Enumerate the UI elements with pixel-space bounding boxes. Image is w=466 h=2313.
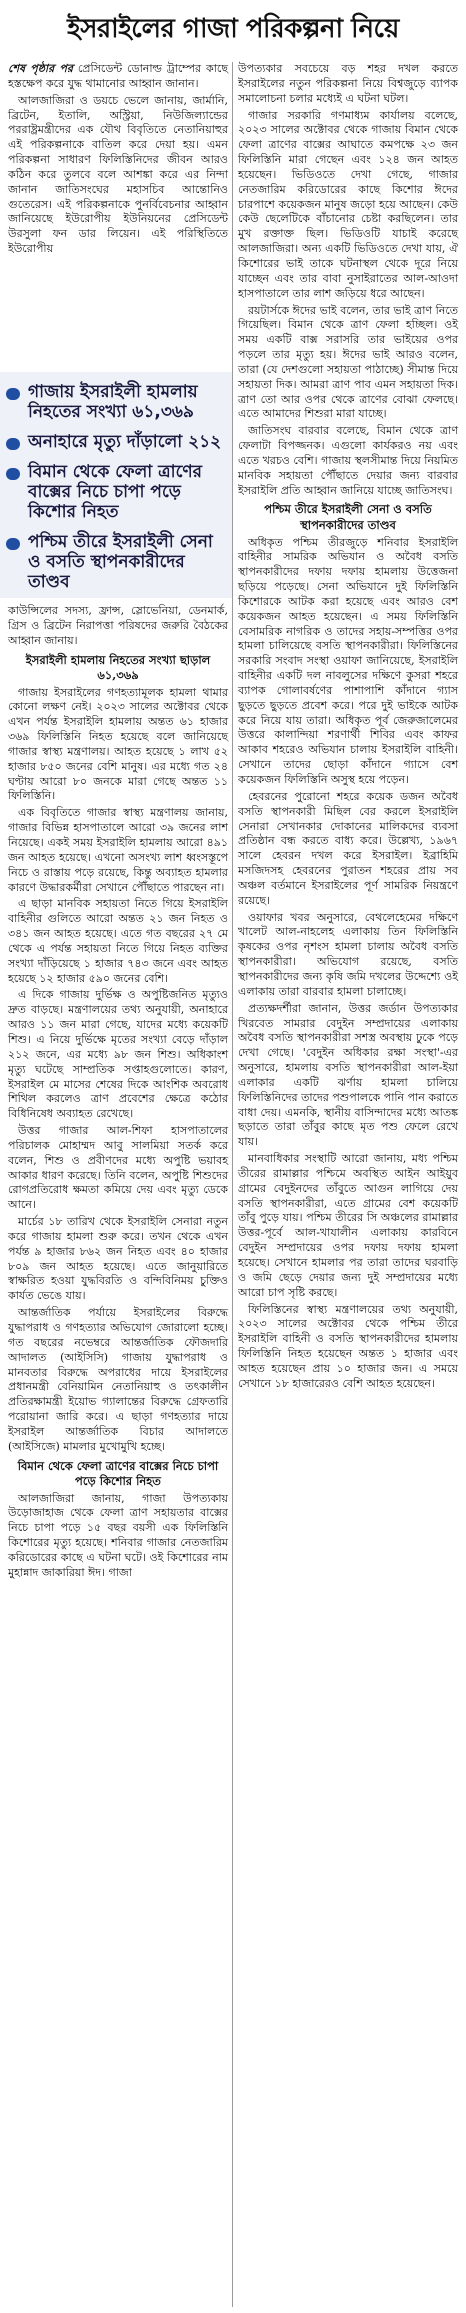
highlight-text: পশ্চিম তীরে ইসরাইলী সেনা ও বসতি স্থাপনকারীদের তাণ্ডব <box>28 532 213 593</box>
bullet-icon <box>6 438 20 450</box>
continuation-label: শেষ পৃষ্ঠার পর <box>8 62 73 75</box>
article-paragraph: আলজাজিরা জানায়, গাজা উপত্যকায় উড়োজাহাজ থেকে ফেলা ত্রাণ সহায়তার বাক্সের নিচে চাপা পড়ে ১৫ বছর বয়সী এক ফিলিস্তিনি কিশোরের মৃত্যু হয়েছে। শনিবার গাজার নেতজারিম করিডোরের কাছে এ ঘটনা ঘটে। ওই কিশোরের নাম মুহান্নাদ জাকারিয়া ঈদ। গাজা <box>8 1491 228 1579</box>
article-paragraph: কাউন্সিলের সদস্য, ফ্রান্স, স্লোভেনিয়া, ডেনমার্ক, গ্রিস ও ব্রিটেন নিরাপত্তা পরিষদের জরুরি বৈঠকের আহ্বান জানায়। <box>8 604 228 647</box>
article-paragraph: রয়টার্সকে ঈদের ভাই বলেন, তার ভাই ত্রাণ নিতে গিয়েছিল। বিমান থেকে ত্রাণ ফেলা হচ্ছিল। ওই সময় একটি বাক্স সরাসরি তার ভাইয়ের ওপর পড়লে তার মৃত্যু হয়। ঈদের ভাই আরও বলেন, তারা (যে দেশগুলো সহায়তা পাঠাচ্ছে) সীমান্ত দিয়ে সহায়তা দিক। আমরা ত্রাণ পাব এমন সহায়তা দিক। ত্রাণ তো আর ওপর থেকে ত্রাণের বোঝা ফেলছে। এতে আমাদের শিশুরা মারা যাচ্ছে। <box>238 303 458 421</box>
article-paragraph: হেবরনের পুরোনো শহরে কয়েক ডজন অবৈধ বসতি স্থাপনকারী মিছিল বের করলে ইসরাইলি সেনারা সেখানকার দোকানের মালিকদের ব্যবসা প্রতিষ্ঠান বন্ধ করতে বাধ্য করে। উল্লেখ্য, ১৯৬৭ সালে হেবরন দখল করে ইসরাইল। ইব্রাহিমি মসজিদসহ হেবরনের পুরাতন শহরের প্রায় সব অঞ্চল বর্তমানে ইসরাইলের পূর্ণ সামরিক নিয়ন্ত্রণে রয়েছে। <box>238 789 458 907</box>
article-paragraph: প্রত্যক্ষদর্শীরা জানান, উত্তর জর্ডান উপত্যকার খিরবেত সামরার বেদুইন সম্প্রদায়ের এলাকায় অবৈধ বসতি স্থাপনকারীরা সশস্ত্র অবস্থায় ঢুকে পড়ে দেখা গেছে। 'বেদুইন অধিকার রক্ষা সংস্থা'-এর অনুসারে, হামলায় বসতি স্থাপনকারীরা আল-ইয়া এলাকার একটি ঝর্ণায় হামলা চালিয়ে ফিলিস্তিনিদের তাদের পশুপালকে পানি পান করাতে বাধা দেয়। এমনকি, স্থানীয় বাসিন্দাদের মধ্যে আতঙ্ক ছড়াতে তারা তাঁবুর কাছে মৃত পশু ফেলে রেখে যায়। <box>238 1001 458 1149</box>
article-paragraph: ওয়াফার খবর অনুসারে, বেথলেহেমের দক্ষিণে খালেট আল-নাহলেহ এলাকায় তিন ফিলিস্তিনি কৃষকের ওপর নৃশংস হামলা চালায় অবৈধ বসতি স্থাপনকারীরা। অভিযোগ রয়েছে, বসতি স্থাপনকারীদের জন্য কৃষি জমি দখলের উদ্দেশ্যে ওই এলাকায় তারা বারবার হামলা চালাচ্ছে। <box>238 910 458 998</box>
right-column <box>238 62 458 1394</box>
article-paragraph: আন্তর্জাতিক পর্যায়ে ইসরাইলের বিরুদ্ধে যুদ্ধাপরাধ ও গণহত্যার অভিযোগ জোরালো হচ্ছে। গত বছরের নভেম্বরে আন্তর্জাতিক ফৌজদারি আদালত (আইসিসি) গাজায় যুদ্ধাপরাধ ও মানবতার বিরুদ্ধে অপরাধের দায়ে ইসরাইলের প্রধানমন্ত্রী বেনিয়ামিন নেতানিয়াহু ও তৎকালীন প্রতিরক্ষামন্ত্রী ইয়োভ গ্যালান্তের বিরুদ্ধে গ্রেফতারি পরোয়ানা জারি করে। এ ছাড়া গণহত্যার দায়ে ইসরাইল আন্তর্জাতিক বিচার আদালতে (আইসিজে) মামলার মুখোমুখি হচ্ছে। <box>8 1306 228 1453</box>
article-paragraph: গাজায় ইসরাইলের গণহত্যামূলক হামলা থামার কোনো লক্ষণ নেই। ২০২৩ সালের অক্টোবর থেকে এখন পর্যন্ত ইসরাইলি হামলায় অন্তত ৬১ হাজার ৩৬৯ ফিলিস্তিনি নিহত হয়েছে বলে জানিয়েছে গাজার স্বাস্থ্য মন্ত্রণালয়। আহত হয়েছে ১ লাখ ৫২ হাজার ৮৫০ জনের বেশি মানুষ। এর মধ্যে গত ২৪ ঘণ্টায় আরো ৮০ জনকে মারা গেছে অন্তত ১১ ফিলিস্তিনি। <box>8 685 228 803</box>
article-paragraph: মার্চের ১৮ তারিখ থেকে ইসরাইলি সেনারা নতুন করে গাজায় হামলা শুরু করে। তখন থেকে এখন পর্যন্ত ৯ হাজার ৮৬২ জন নিহত এবং ৪০ হাজার ৮০৯ জন আহত হয়েছে। এতে জানুয়ারিতে স্বাক্ষরিত হওয়া যুদ্ধবিরতি ও বন্দিবিনিময় চুক্তিও কার্যত ভেঙে যায়। <box>8 1215 228 1303</box>
section-subhead: ইসরাইলী হামলায় নিহতের সংখ্যা ছাড়াল ৬১,৩৬৯ <box>25 652 211 683</box>
bullet-icon <box>6 468 20 480</box>
article-paragraph: অধিকৃত পশ্চিম তীরজুড়ে শনিবার ইসরাইলি বাহিনীর সামরিক অভিযান ও অবৈধ বসতি স্থাপনকারীদের দফায় দফায় হামলায় উত্তেজনা ছড়িয়ে পড়েছে। সেনা অভিযানে দুই ফিলিস্তিনি কিশোরকে আটক করা হয়েছে এবং আরও বেশ কয়েকজন আহত হয়েছেন। এ সময় ফিলিস্তিনি বেসামরিক নাগরিক ও তাদের সহায়-সম্পত্তির ওপর হামলা চালিয়েছে বসতি স্থাপনকারীরা। ফিলিস্তিনের সরকারি সংবাদ সংস্থা ওয়াফা জানিয়েছে, ইসরাইলি বাহিনীর একটি দল নাবলুসের দক্ষিণে কুসরা শহরে ব্যাপক গোলাবর্ষণের পাশাপাশি কাঁদানে গ্যাস ছুড়তে ছুড়তে প্রবেশ করে। পরে দুই ভাইকে আটক করে নিয়ে যায় তারা। অধিকৃত পূর্ব জেরুজালেমের উত্তরে কালান্দিয়া শরণার্থী শিবির এবং কাফর আকাব শহরেও অভিযান চালায় ইসরাইলি বাহিনী। সেখানে তাদের ছোড়া কাঁদানে গ্যাসে বেশ কয়েকজন ফিলিস্তিনি অসুস্থ হয়ে পড়েন। <box>238 535 458 786</box>
article-text: প্রেসিডেন্ট ডোনাল্ড ট্রাম্পের কাছে হস্তক্ষেপ করে যুদ্ধ থামানোর আহ্বান জানান। <box>8 62 228 90</box>
article-paragraph: গাজার সরকারি গণমাধ্যম কার্যালয় বলেছে, ২০২৩ সালের অক্টোবর থেকে গাজায় বিমান থেকে ফেলা ত্রাণের বাক্সের আঘাতে কমপক্ষে ২৩ জন ফিলিস্তিনি মারা গেছেন এবং ১২৪ জন আহত হয়েছেন। ভিডিওতে দেখা গেছে, গাজার নেতজারিম করিডোরের কাছে কিশোর ঈদের চারপাশে কয়েকজন মানুষ জড়ো হয়ে আছেন। কেউ কেউ ছেলেটিকে বাঁচানোর চেষ্টা করছিলেন। তার মুখ রক্তাক্ত ছিল। ভিডিওটি যাচাই করেছে আলজাজিরা। অন্য একটি ভিডিওতে দেখা যায়, ঐ কিশোরের ভাই তাকে ঘটনাস্থল থেকে দূরে নিয়ে যাচ্ছেন এবং তার বাবা নুসাইরাতের আল-আওদা হাসপাতালে তার লাশ জড়িয়ে ধরে আছেন। <box>238 108 458 300</box>
headline: ইসরাইলের গাজা পরিকল্পনা নিয়ে <box>67 14 399 44</box>
highlight-text: বিমান থেকে ফেলা ত্রাণের বাক্সের নিচে চাপা পড়ে কিশোর নিহত <box>28 462 203 523</box>
continuation-paragraph <box>8 62 228 92</box>
article-paragraph: আলজাজিরা ও ডয়চে ভেলে জানায়, জার্মানি, ব্রিটেন, ইতালি, অস্ট্রিয়া, নিউজিল্যান্ডের পররাষ্ট্রমন্ত্রীদের এক যৌথ বিবৃতিতে নেতানিয়াহুর এই পরিকল্পনাকে বাতিল করে দেয়া হয়। এমন পরিকল্পনা সাধারণ ফিলিস্তিনিদের জীবন আরও কঠিন করে তুলবে বলে আশঙ্কা করে এর নিন্দা জানান জাতিসংঘের মহাসচিব আন্তোনিও গুতেরেস। এই পরিকল্পনাকে পুনর্বিবেচনার আহ্বান জানিয়েছে ইউরোপীয় ইউনিয়নের প্রেসিডেন্ট উরসুলা ফন ডার লিয়েন। এই পরিস্থিতিতে ইউরোপীয় <box>8 93 228 256</box>
article-paragraph: এ ছাড়া মানবিক সহায়তা নিতে গিয়ে ইসরাইলি বাহিনীর গুলিতে আরো অন্তত ২১ জন নিহত ও ৩৪১ জন আহত হয়েছে। এতে গত বছরের ২৭ মে থেকে এ পর্যন্ত সহায়তা নিতে গিয়ে নিহত ব্যক্তির সংখ্যা দাঁড়িয়েছে ১ হাজার ৭৪৩ জনে এবং আহত হয়েছে ১২ হাজার ৫৯০ জনের বেশি। <box>8 897 228 985</box>
left-column-lower <box>8 604 228 1583</box>
bullet-icon <box>6 538 20 550</box>
article-paragraph: এ দিকে গাজায় দুর্ভিক্ষ ও অপুষ্টিজনিত মৃত্যুও দ্রুত বাড়ছে। মন্ত্রণালয়ের তথ্য অনুযায়ী, অনাহারে আরও ১১ জন মারা গেছে, যাদের মধ্যে কয়েকটি শিশু। এ নিয়ে দুর্ভিক্ষে মৃতের সংখ্যা বেড়ে দাঁড়াল ২১২ জনে, এর মধ্যে ৯৮ জন শিশু। অধিকাংশ মৃত্যু ঘটেছে সাম্প্রতিক সপ্তাহগুলোতে। কারণ, ইসরাইল মে মাসের শেষের দিকে আংশিক অবরোধ শিথিল করলেও ত্রাণ প্রবেশের ক্ষেত্রে কঠোর বিধিনিষেধ অব্যাহত রেখেছে। <box>8 988 228 1121</box>
article-paragraph: জাতিসংঘ বারবার বলেছে, বিমান থেকে ত্রাণ ফেলাটা বিপজ্জনক। এগুলো কার্যকরও নয় এবং এতে খরচও বেশি। গাজায় স্থলসীমান্ত দিয়ে নিয়মিত মানবিক সহায়তা পৌঁছাতে দেয়ার জন্য বারবার ইসরাইলি প্রতি আহ্বান জানিয়ে যাচ্ছে জাতিসংঘ। <box>238 424 458 497</box>
article-paragraph: মানবাধিকার সংস্থাটি আরো জানায়, মধ্য পশ্চিম তীরের রামাল্লার পশ্চিমে অবস্থিত আইন আইয়ুব গ্রামের বেদুইনদের তাঁবুতে আগুন লাগিয়ে দেয় বসতি স্থাপনকারীরা, এতে গ্রামের বেশ কয়েকটি তাঁবু পুড়ে যায়। পশ্চিম তীরের সি অঞ্চলের রামাল্লার উত্তর-পূর্বে আল-খাযালীন এলাকায় কারবিনে বেদুইন সম্প্রদায়ের ওপর দফায় দফায় হামলা হয়েছে। সেখানে হামলার পর তারা তাদের ঘরবাড়ি ও জমি ছেড়ে দেয়ার জন্য দুই সম্প্রদায়ের মধ্যে আরো চাপ সৃষ্টি করছে। <box>238 1152 458 1299</box>
highlight-item <box>6 432 226 452</box>
highlight-text: গাজায় ইসরাইলী হামলায় নিহতের সংখ্যা ৬১,৩৬৯ <box>28 382 198 423</box>
article-paragraph: ফিলিস্তিনের স্বাস্থ্য মন্ত্রণালয়ের তথ্য অনুযায়ী, ২০২৩ সালের অক্টোবর থেকে পশ্চিম তীরে ইসরাইলি বাহিনী ও বসতি স্থাপনকারীদের হামলায় ফিলিস্তিনি নিহত হয়েছেন অন্তত ১ হাজার এবং আহত হয়েছেন প্রায় ১০ হাজার জন। এ সময়ে সেখানে ১৮ হাজারেরও বেশি আহত হয়েছেন। <box>238 1302 458 1390</box>
highlights-box <box>0 372 232 598</box>
article-paragraph: উপত্যকার সবচেয়ে বড় শহর দখল করতে ইসরাইলের নতুন পরিকল্পনা নিয়ে বিশ্বজুড়ে ব্যাপক সমালোচনা চলার মধ্যেই এ ঘটনা ঘটল। <box>238 62 458 105</box>
highlight-item <box>6 462 226 522</box>
highlight-text: অনাহারে মৃত্যু দাঁড়ালো ২১২ <box>28 432 222 453</box>
bullet-icon <box>6 388 20 400</box>
highlight-item <box>6 532 226 592</box>
article-paragraph: এক বিবৃতিতে গাজার স্বাস্থ্য মন্ত্রণালয় জানায়, গাজার বিভিন্ন হাসপাতালে আরো ৩৯ জনের লাশ নিয়েছে। একই সময় ইসরাইলি হামলায় আরো ৪৯১ জন আহত হয়েছে। এখনো অসংখ্য লাশ ধ্বংসস্তূপে নিচে ও রাস্তায় পড়ে রয়েছে, কিন্তু অব্যাহত হামলার কারণে উদ্ধারকর্মীরা সেখানে পৌঁছাতে পারছেন না। <box>8 806 228 894</box>
section-subhead: পশ্চিম তীরে ইসরাইলী সেনা ও বসতি স্থাপনকারীদের তাণ্ডব <box>264 502 432 532</box>
section-subhead: বিমান থেকে ফেলা ত্রাণের বাক্সের নিচে চাপা পড়ে কিশোর নিহত <box>17 1458 219 1489</box>
column-divider <box>232 62 233 2307</box>
article-paragraph: উত্তর গাজার আল-শিফা হাসপাতালের পরিচালক মোহাম্মদ আবু সালমিয়া সতর্ক করে বলেন, শিশু ও প্রবীণদের মধ্যে অপুষ্টি ভয়াবহ আকার ধারণ করেছে। তিনি বলেন, অপুষ্টি শিশুদের রোগপ্রতিরোধ ক্ষমতা কমিয়ে দেয় এবং মৃত্যু ডেকে আনে। <box>8 1124 228 1212</box>
highlight-item <box>6 382 226 422</box>
left-column-upper <box>8 62 228 259</box>
